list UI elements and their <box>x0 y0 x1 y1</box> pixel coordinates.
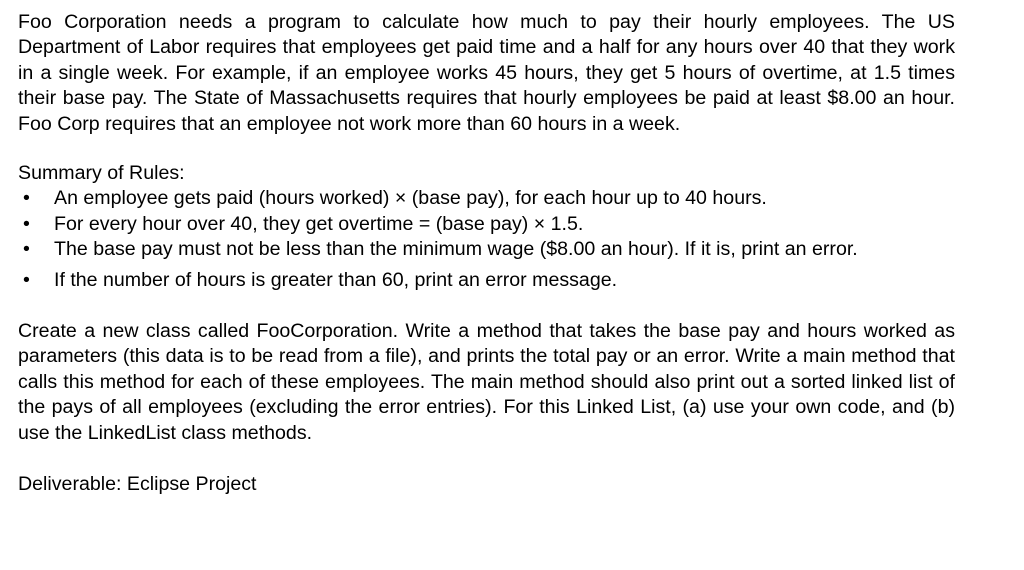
rule-text: The base pay must not be less than the minimum wage ($8.00 an hour). If it is, print an error. <box>54 238 858 261</box>
bullet-icon: • <box>23 238 30 261</box>
deliverable-line: Deliverable: Eclipse Project <box>18 473 257 496</box>
task-paragraph: Create a new class called FooCorporation. Write a method that takes the base pay and hours worked as parameters (this data is to be read from a file), and prints the total pay or an error. Write a main method that calls this method for each of these employees. The main method should also print out a sorted linked list of the pays of all employees (excluding the error entries). For this Linked List, (a) use your own code, and (b) use the LinkedList class methods. <box>18 320 955 444</box>
intro-paragraph: Foo Corporation needs a program to calculate how much to pay their hourly employees. The US Department of Labor requires that employees get paid time and a half for any hours over 40 that they work in a single week. For example, if an employee works 45 hours, they get 5 hours of overtime, at 1.5 times their base pay. The State of Massachusetts requires that hourly employees be paid at least $8.00 an hour. Foo Corp requires that an employee not work more than 60 hours in a week. <box>18 11 955 135</box>
rule-item-max-hours <box>18 268 955 293</box>
bullet-icon: • <box>23 268 30 291</box>
document-page <box>18 10 955 498</box>
rule-text: An employee gets paid (hours worked) × (base pay), for each hour up to 40 hours. <box>54 187 767 210</box>
rule-item-hours <box>18 186 955 211</box>
rule-text: For every hour over 40, they get overtime = (base pay) × 1.5. <box>54 212 584 235</box>
bullet-icon: • <box>23 187 30 210</box>
rule-item-overtime <box>18 212 955 237</box>
rule-text: If the number of hours is greater than 60, print an error message. <box>54 268 618 291</box>
rules-list <box>18 186 955 293</box>
rule-item-minimum-wage <box>18 237 955 262</box>
bullet-icon: • <box>23 212 30 235</box>
summary-heading: Summary of Rules: <box>18 162 185 185</box>
